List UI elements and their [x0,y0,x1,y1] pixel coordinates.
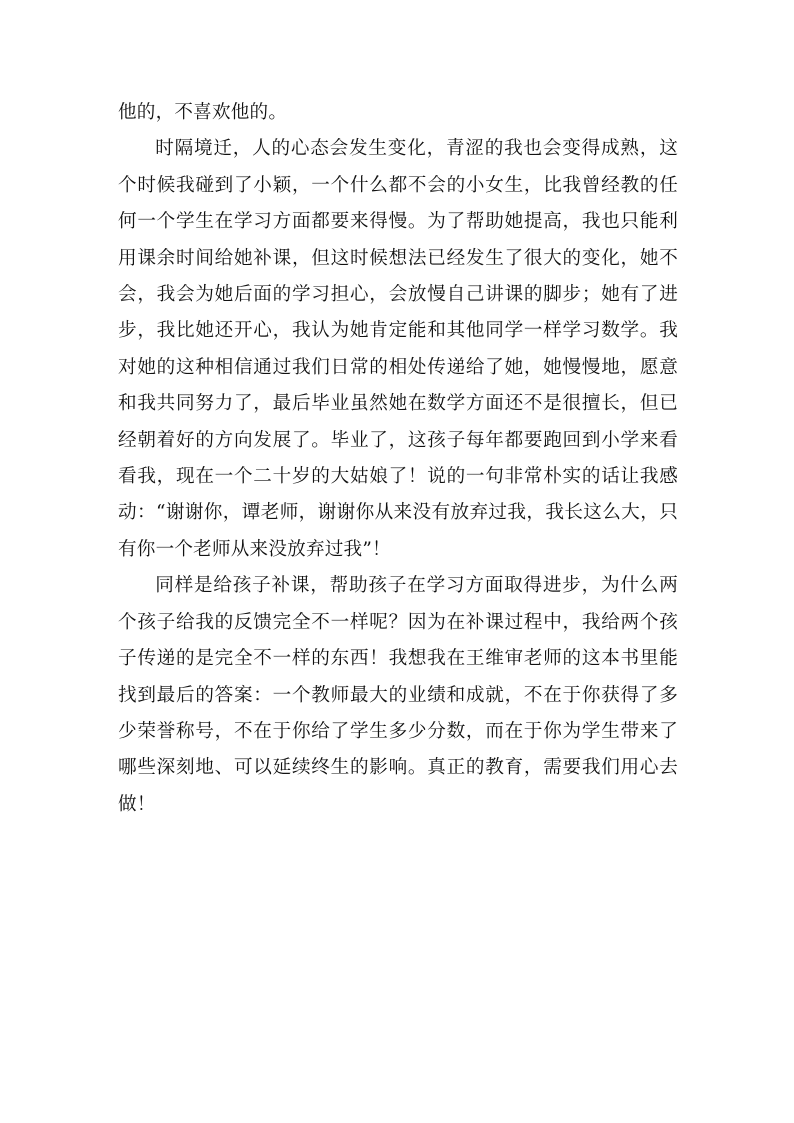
paragraph-3: 同样是给孩子补课，帮助孩子在学习方面取得进步，为什么两个孩子给我的反馈完全不一样呢？因为在补课过程中，我给两个孩子传递的是完全不一样的东西！我想我在王维审老师的这本书里能找到最后的答案：一个教师最大的业绩和成就，不在于你获得了多少荣誉称号，不在于你给了学生多少分数，而在于你为学生带来了哪些深刻地、可以延续终生的影响。真正的教育，需要我们用心去做！ [118,575,678,815]
paragraph-1: 他的，不喜欢他的。 [118,102,288,123]
paragraph-2: 时隔境迁，人的心态会发生变化，青涩的我也会变得成熟，这个时候我碰到了小颖，一个什么都不会的小女生，比我曾经教的任何一个学生在学习方面都要来得慢。为了帮助她提高，我也只能利用课余时间给她补课，但这时候想法已经发生了很大的变化，她不会，我会为她后面的学习担心，会放慢自己讲课的脚步；她有了进步，我比她还开心，我认为她肯定能和其他同学一样学习数学。我对她的这种相信通过我们日常的相处传递给了她，她慢慢地，愿意和我共同努力了，最后毕业虽然她在数学方面还不是很擅长，但已经朝着好的方向发展了。毕业了，这孩子每年都要跑回到小学来看看我，现在一个二十岁的大姑娘了！说的一句非常朴实的话让我感动：“谢谢你，谭老师，谢谢你从来没有放弃过我，我长这么大，只有你一个老师从来没放弃过我”！ [118,138,678,560]
body-text [118,95,678,823]
